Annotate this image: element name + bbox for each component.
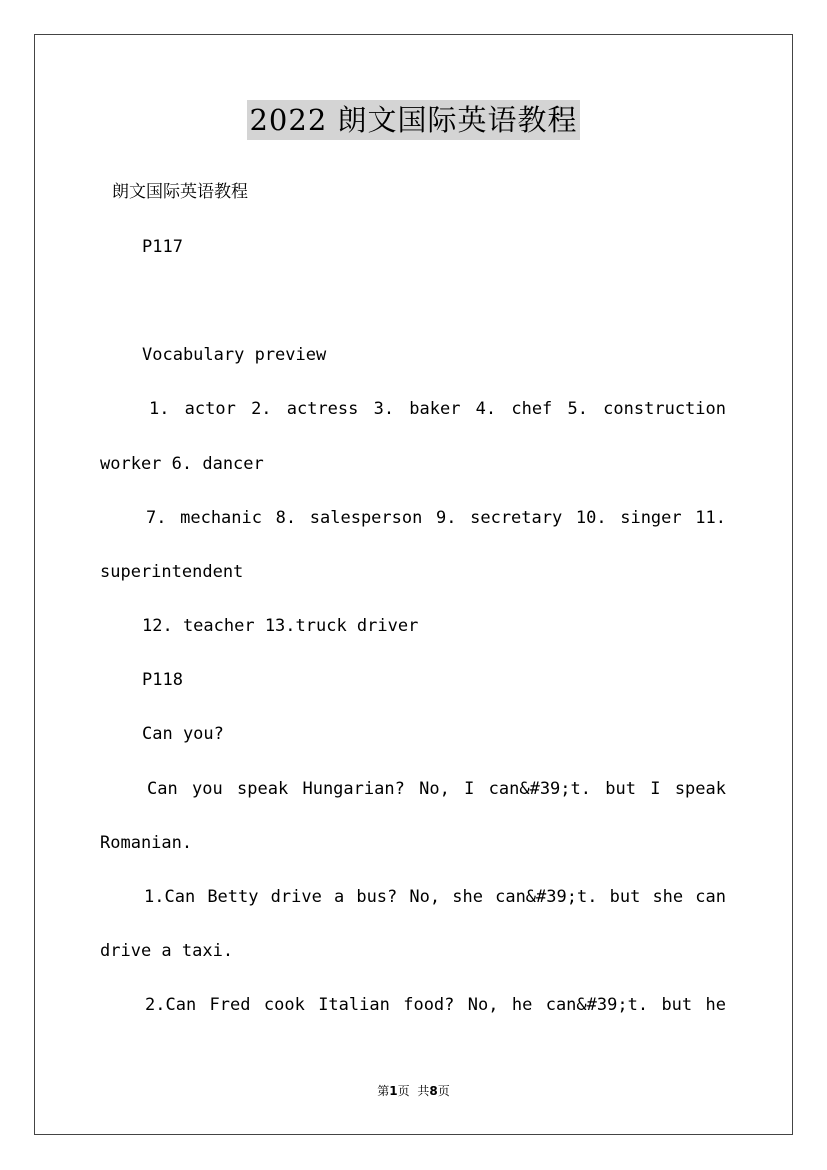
text-line: drive a taxi.: [100, 941, 234, 961]
page-suffix: 页: [397, 1084, 410, 1098]
title-container: [0, 100, 827, 140]
text-line: 1.Can Betty drive a bus? No, she can&#39;t. but she can: [144, 887, 726, 907]
text-line: 7. mechanic 8. salesperson 9. secretary 10. singer 11.: [146, 508, 726, 528]
text-line: 1. actor 2. actress 3. baker 4. chef 5. construction: [149, 399, 726, 419]
text-line: P118: [142, 670, 183, 690]
page-footer: [0, 1083, 827, 1099]
total-suffix: 页: [437, 1084, 450, 1098]
total-pages: 8: [429, 1084, 438, 1098]
text-line: P117: [142, 237, 183, 257]
text-line: Vocabulary preview: [142, 345, 327, 365]
text-line: 12. teacher 13.truck driver: [142, 616, 419, 636]
document-title: 2022 朗文国际英语教程: [247, 100, 579, 140]
page-number: 1: [389, 1084, 398, 1098]
text-line: 2.Can Fred cook Italian food? No, he can&#39;t. but he: [145, 995, 726, 1015]
subtitle-line: 朗文国际英语教程: [112, 182, 248, 202]
text-line: Can you speak Hungarian? No, I can&#39;t. but I speak: [147, 779, 726, 799]
text-line: worker 6. dancer: [100, 454, 264, 474]
total-prefix: 共: [417, 1084, 430, 1098]
text-line: Romanian.: [100, 833, 193, 853]
text-line: Can you?: [142, 724, 224, 744]
text-line: superintendent: [100, 562, 244, 582]
page-prefix: 第: [377, 1084, 390, 1098]
